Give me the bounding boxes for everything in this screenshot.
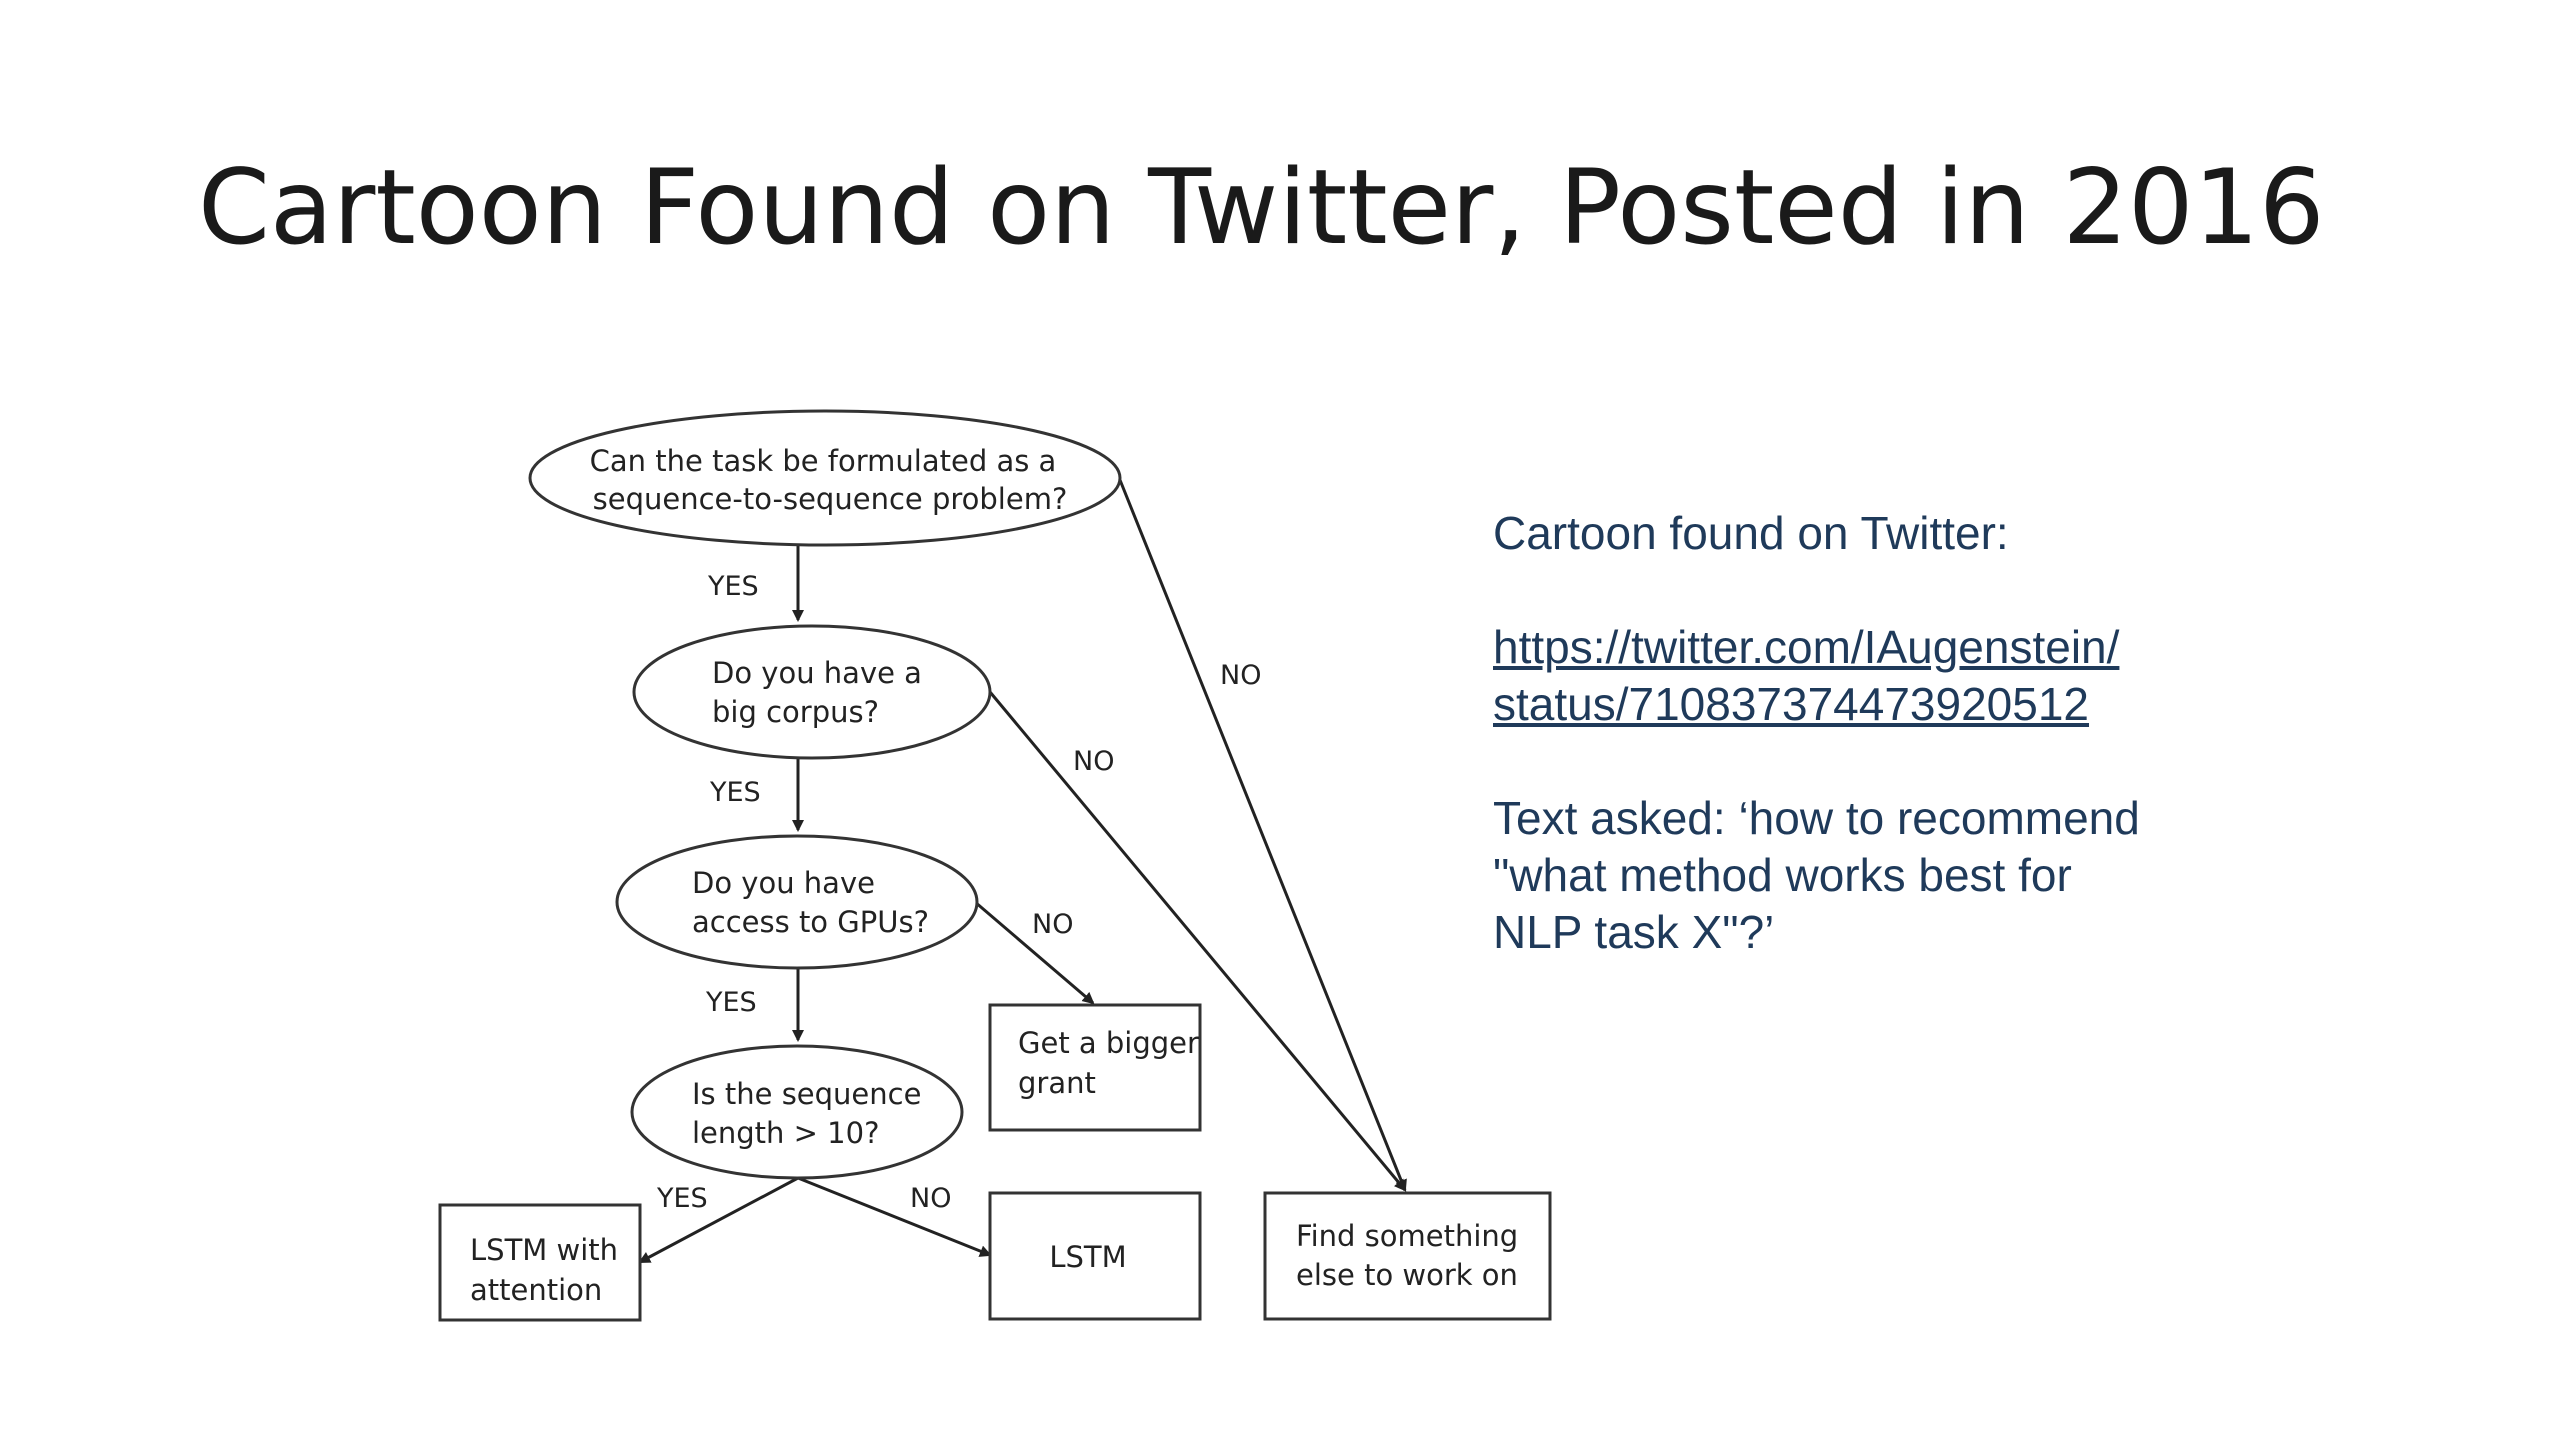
grant-line2: grant <box>1018 1066 1096 1100</box>
side-text <box>1493 505 2253 961</box>
node-q2 <box>634 626 990 758</box>
q2-line2: big corpus? <box>712 695 879 729</box>
q3-line2: access to GPUs? <box>692 905 929 939</box>
label-no-q4: NO <box>910 1183 952 1214</box>
node-q1 <box>530 411 1120 545</box>
side-text-line2: "what method works best for <box>1493 849 2072 901</box>
grant-line1: Get a bigger <box>1018 1026 1199 1060</box>
label-no-q1: NO <box>1220 660 1262 691</box>
q1-line2: sequence-to-sequence problem? <box>592 482 1068 516</box>
lstm-line1: LSTM <box>1049 1240 1127 1274</box>
q2-line1: Do you have a <box>712 656 922 690</box>
label-no-q3: NO <box>1032 909 1074 940</box>
q1-line1: Can the task be formulated as a <box>589 444 1057 478</box>
lstm-attention-line1: LSTM with <box>470 1233 619 1267</box>
side-text-line1: Text asked: ‘how to recommend <box>1493 792 2140 844</box>
find-else-line2: else to work on <box>1296 1258 1518 1292</box>
twitter-link-line1[interactable]: https://twitter.com/IAugenstein/ <box>1493 621 2120 673</box>
q3-line1: Do you have <box>692 866 875 900</box>
find-else-line1: Find something <box>1296 1219 1519 1253</box>
label-yes-q2: YES <box>710 777 761 808</box>
lstm-attention-line2: attention <box>470 1273 603 1307</box>
node-find-else <box>1265 1193 1550 1319</box>
twitter-link-line2[interactable]: status/710837374473920512 <box>1493 678 2090 730</box>
node-q3 <box>617 836 977 968</box>
q4-line1: Is the sequence <box>692 1077 922 1111</box>
slide-title: Cartoon Found on Twitter, Posted in 2016 <box>198 148 2325 268</box>
label-yes-q3: YES <box>706 987 757 1018</box>
node-q4 <box>632 1046 962 1178</box>
side-text-line3: NLP task X"?’ <box>1493 906 1775 958</box>
label-yes-q4: YES <box>657 1183 708 1214</box>
label-yes-q1: YES <box>708 571 759 602</box>
side-heading: Cartoon found on Twitter: <box>1493 507 2009 559</box>
label-no-q2: NO <box>1073 746 1115 777</box>
q4-line2: length > 10? <box>692 1116 880 1150</box>
edge-q4-lstm <box>798 1178 990 1255</box>
